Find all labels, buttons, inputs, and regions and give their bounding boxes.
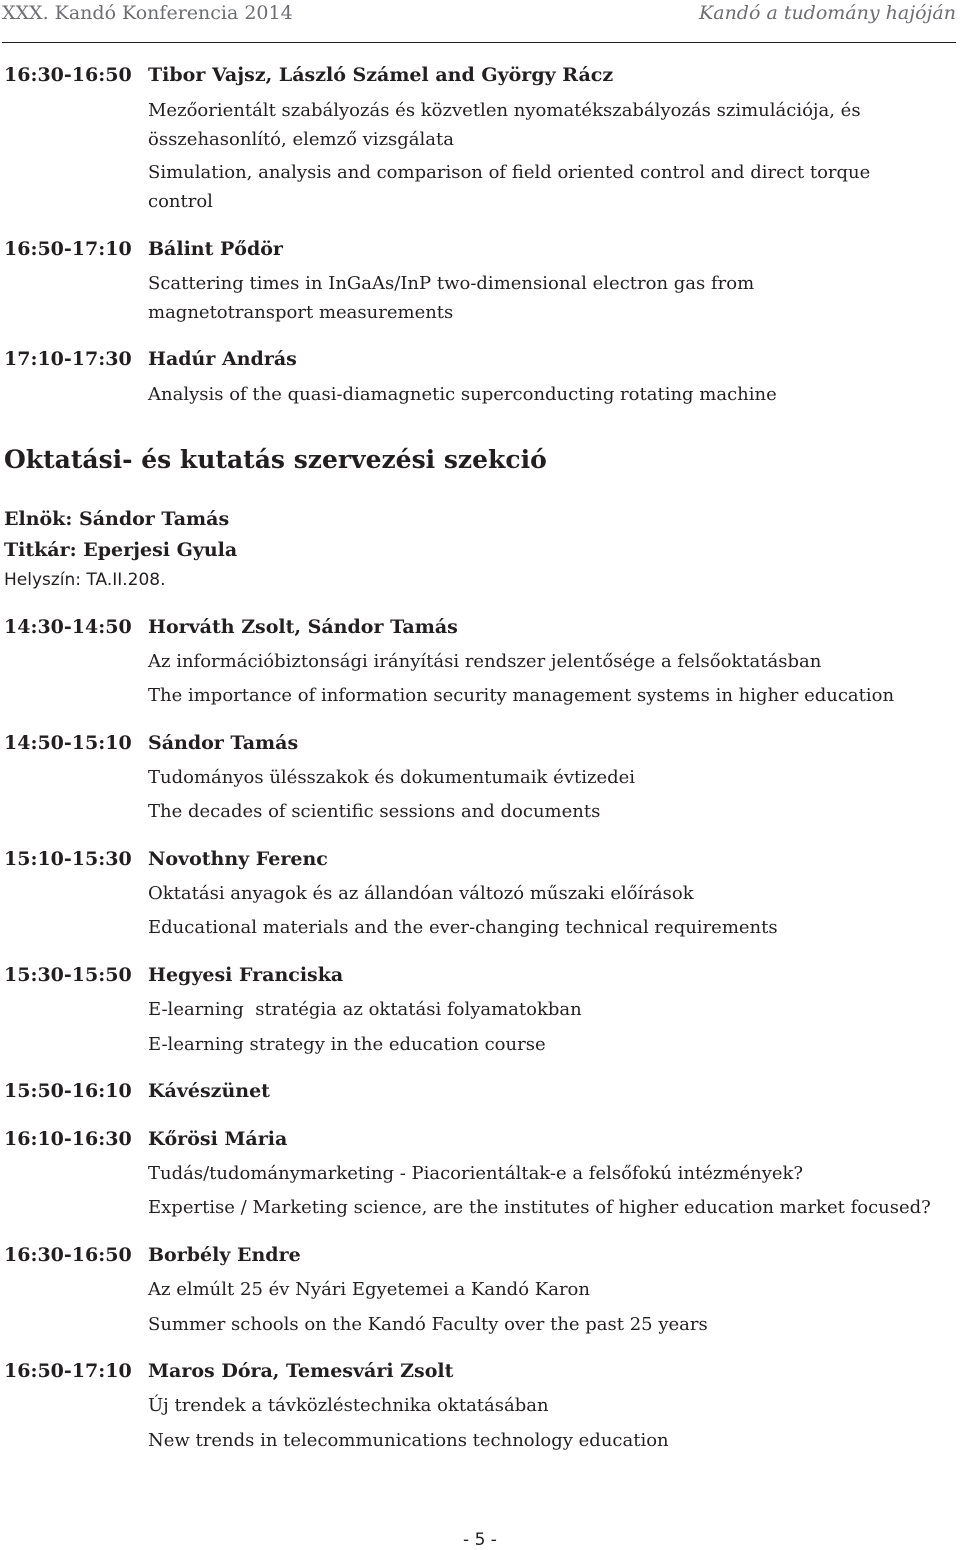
entry-time: 16:50-17:10 (4, 238, 132, 260)
entry-title-line: The decades of scientific sessions and documents (148, 801, 601, 822)
entry-title-line: Tudományos ülésszakok és dokumentumaik évtizedei (148, 767, 636, 788)
section-secretary: Titkár: Eperjesi Gyula (4, 539, 238, 561)
entry-speaker: Borbély Endre (148, 1244, 301, 1266)
entry-speaker: Hegyesi Franciska (148, 964, 344, 986)
section-location: Helyszín: TA.II.208. (4, 570, 166, 590)
entry-time: 15:30-15:50 (4, 964, 132, 986)
entry-time: 16:30-16:50 (4, 1244, 132, 1266)
entry-title-line: magnetotransport measurements (148, 302, 454, 323)
entry-speaker: Hadúr András (148, 348, 297, 370)
conference-motto: Kandó a tudomány hajóján (699, 2, 956, 24)
entry-speaker: Horváth Zsolt, Sándor Tamás (148, 616, 458, 638)
entry-title-line: Új trendek a távközléstechnika oktatásában (148, 1395, 549, 1416)
entry-title-line: Expertise / Marketing science, are the institutes of higher education market focused? (148, 1197, 931, 1218)
entry-title-line: Summer schools on the Kandó Faculty over the past 25 years (148, 1314, 708, 1335)
entry-time: 15:50-16:10 (4, 1080, 132, 1102)
entry-title-line: Educational materials and the ever-changing technical requirements (148, 917, 778, 938)
entry-time: 16:30-16:50 (4, 64, 132, 86)
entry-speaker: Kőrösi Mária (148, 1128, 288, 1150)
entry-title-line: E-learning strategy in the education course (148, 1034, 546, 1055)
entry-title-line: New trends in telecommunications technology education (148, 1430, 669, 1451)
page-number: - 5 - (463, 1530, 497, 1550)
entry-title-line: Az információbiztonsági irányítási rendszer jelentősége a felsőoktatásban (148, 651, 822, 672)
entry-speaker: Tibor Vajsz, László Számel and György Rácz (148, 64, 614, 86)
section-title: Oktatási- és kutatás szervezési szekció (4, 445, 547, 474)
entry-title-line: Analysis of the quasi-diamagnetic superconducting rotating machine (148, 384, 777, 405)
entry-title-line: Simulation, analysis and comparison of field oriented control and direct torque (148, 162, 871, 183)
conference-title: XXX. Kandó Konferencia 2014 (2, 2, 293, 24)
page-header (2, 0, 956, 43)
entry-title-line: The importance of information security management systems in higher education (148, 685, 895, 706)
entry-speaker: Sándor Tamás (148, 732, 299, 754)
entry-time: 14:50-15:10 (4, 732, 132, 754)
entry-title-line: összehasonlító, elemző vizsgálata (148, 129, 454, 150)
entry-speaker: Maros Dóra, Temesvári Zsolt (148, 1360, 454, 1382)
entry-time: 15:10-15:30 (4, 848, 132, 870)
entry-title-line: Mezőorientált szabályozás és közvetlen nyomatékszabályozás szimulációja, és (148, 100, 861, 121)
entry-speaker: Bálint Pődör (148, 238, 283, 260)
entry-time: 17:10-17:30 (4, 348, 132, 370)
entry-title-line: E-learning stratégia az oktatási folyamatokban (148, 999, 582, 1020)
entry-speaker: Novothny Ferenc (148, 848, 328, 870)
entry-time: 14:30-14:50 (4, 616, 132, 638)
entry-time: 16:10-16:30 (4, 1128, 132, 1150)
entry-title-line: Scattering times in InGaAs/InP two-dimensional electron gas from (148, 273, 755, 294)
entry-title-line: Az elmúlt 25 év Nyári Egyetemei a Kandó Karon (148, 1279, 590, 1300)
section-chair: Elnök: Sándor Tamás (4, 508, 230, 530)
entry-title-line: Oktatási anyagok és az állandóan változó műszaki előírások (148, 883, 694, 904)
entry-title-line: Tudás/tudománymarketing - Piacorientáltak-e a felsőfokú intézmények? (148, 1163, 804, 1184)
entry-time: 16:50-17:10 (4, 1360, 132, 1382)
entry-title-line: control (148, 191, 213, 212)
coffee-break: Kávészünet (148, 1080, 270, 1102)
